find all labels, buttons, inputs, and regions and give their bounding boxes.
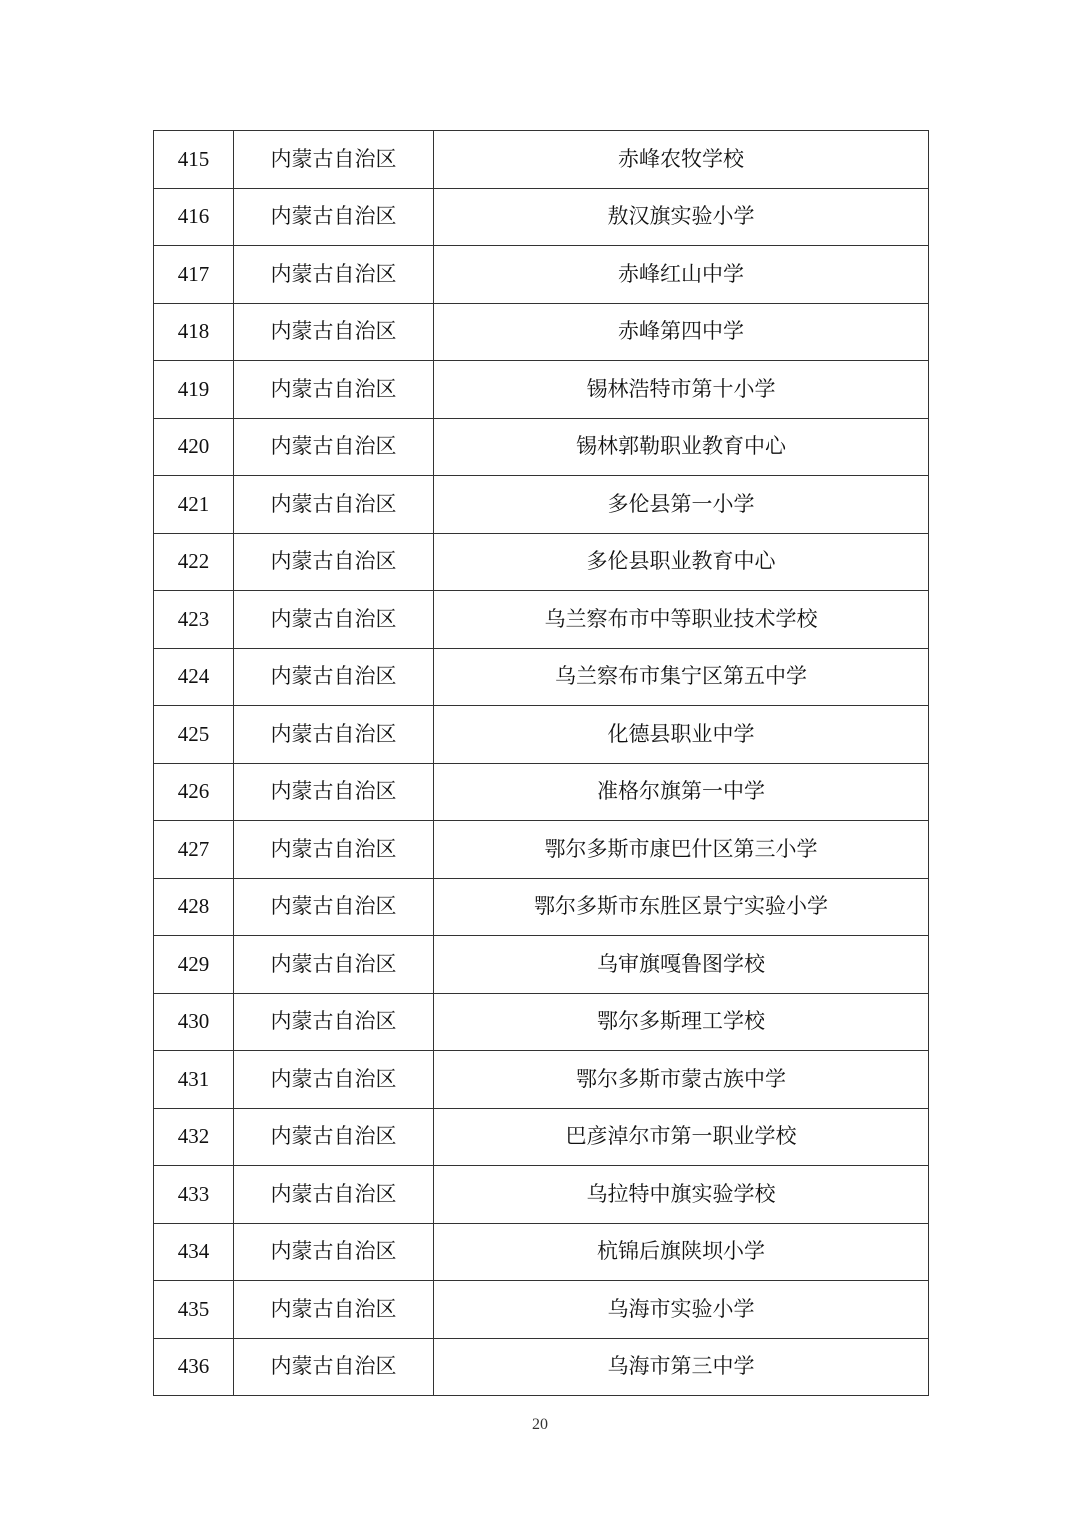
table-row <box>154 1281 929 1339</box>
row-number: 430 <box>154 993 234 1051</box>
row-region: 内蒙古自治区 <box>234 476 434 534</box>
row-school: 赤峰第四中学 <box>434 303 929 361</box>
row-region: 内蒙古自治区 <box>234 533 434 591</box>
row-region: 内蒙古自治区 <box>234 246 434 304</box>
row-region: 内蒙古自治区 <box>234 706 434 764</box>
row-school: 锡林郭勒职业教育中心 <box>434 418 929 476</box>
row-school: 乌兰察布市中等职业技术学校 <box>434 591 929 649</box>
row-number: 421 <box>154 476 234 534</box>
row-number: 432 <box>154 1108 234 1166</box>
row-number: 424 <box>154 648 234 706</box>
table-row <box>154 361 929 419</box>
row-region: 内蒙古自治区 <box>234 993 434 1051</box>
table-row <box>154 418 929 476</box>
row-number: 435 <box>154 1281 234 1339</box>
row-region: 内蒙古自治区 <box>234 878 434 936</box>
row-number: 419 <box>154 361 234 419</box>
row-school: 多伦县第一小学 <box>434 476 929 534</box>
row-number: 431 <box>154 1051 234 1109</box>
row-number: 417 <box>154 246 234 304</box>
table-row <box>154 533 929 591</box>
row-region: 内蒙古自治区 <box>234 131 434 189</box>
row-region: 内蒙古自治区 <box>234 1166 434 1224</box>
table-row <box>154 303 929 361</box>
row-number: 428 <box>154 878 234 936</box>
table-row <box>154 821 929 879</box>
school-list-table <box>153 130 929 1396</box>
table-row <box>154 591 929 649</box>
table-row <box>154 1051 929 1109</box>
row-school: 乌海市第三中学 <box>434 1338 929 1396</box>
row-school: 敖汉旗实验小学 <box>434 188 929 246</box>
row-number: 423 <box>154 591 234 649</box>
row-number: 433 <box>154 1166 234 1224</box>
table-row <box>154 706 929 764</box>
row-school: 鄂尔多斯市康巴什区第三小学 <box>434 821 929 879</box>
row-region: 内蒙古自治区 <box>234 1223 434 1281</box>
row-region: 内蒙古自治区 <box>234 1281 434 1339</box>
row-region: 内蒙古自治区 <box>234 591 434 649</box>
row-school: 鄂尔多斯市东胜区景宁实验小学 <box>434 878 929 936</box>
row-school: 锡林浩特市第十小学 <box>434 361 929 419</box>
row-region: 内蒙古自治区 <box>234 188 434 246</box>
row-number: 436 <box>154 1338 234 1396</box>
row-region: 内蒙古自治区 <box>234 361 434 419</box>
row-number: 427 <box>154 821 234 879</box>
page-number: 20 <box>532 1416 548 1433</box>
row-school: 多伦县职业教育中心 <box>434 533 929 591</box>
row-number: 416 <box>154 188 234 246</box>
row-school: 化德县职业中学 <box>434 706 929 764</box>
table-row <box>154 993 929 1051</box>
row-school: 鄂尔多斯理工学校 <box>434 993 929 1051</box>
table-row <box>154 188 929 246</box>
row-school: 鄂尔多斯市蒙古族中学 <box>434 1051 929 1109</box>
table-row <box>154 936 929 994</box>
row-number: 429 <box>154 936 234 994</box>
row-school: 乌审旗嘎鲁图学校 <box>434 936 929 994</box>
row-number: 434 <box>154 1223 234 1281</box>
table-row <box>154 1166 929 1224</box>
table-row <box>154 131 929 189</box>
row-region: 内蒙古自治区 <box>234 648 434 706</box>
row-school: 赤峰农牧学校 <box>434 131 929 189</box>
row-region: 内蒙古自治区 <box>234 821 434 879</box>
row-number: 420 <box>154 418 234 476</box>
row-region: 内蒙古自治区 <box>234 936 434 994</box>
row-number: 418 <box>154 303 234 361</box>
row-school: 乌拉特中旗实验学校 <box>434 1166 929 1224</box>
row-region: 内蒙古自治区 <box>234 1108 434 1166</box>
row-region: 内蒙古自治区 <box>234 1051 434 1109</box>
table-row <box>154 246 929 304</box>
table-row <box>154 648 929 706</box>
row-school: 乌兰察布市集宁区第五中学 <box>434 648 929 706</box>
row-region: 内蒙古自治区 <box>234 1338 434 1396</box>
row-region: 内蒙古自治区 <box>234 763 434 821</box>
row-region: 内蒙古自治区 <box>234 303 434 361</box>
row-region: 内蒙古自治区 <box>234 418 434 476</box>
row-number: 425 <box>154 706 234 764</box>
table-row <box>154 1108 929 1166</box>
table-row <box>154 763 929 821</box>
row-school: 杭锦后旗陕坝小学 <box>434 1223 929 1281</box>
row-number: 422 <box>154 533 234 591</box>
row-school: 赤峰红山中学 <box>434 246 929 304</box>
row-number: 426 <box>154 763 234 821</box>
row-school: 乌海市实验小学 <box>434 1281 929 1339</box>
row-school: 准格尔旗第一中学 <box>434 763 929 821</box>
row-school: 巴彦淖尔市第一职业学校 <box>434 1108 929 1166</box>
table-row <box>154 1338 929 1396</box>
row-number: 415 <box>154 131 234 189</box>
table-body <box>154 131 929 1396</box>
table-row <box>154 878 929 936</box>
table-row <box>154 1223 929 1281</box>
table-row <box>154 476 929 534</box>
